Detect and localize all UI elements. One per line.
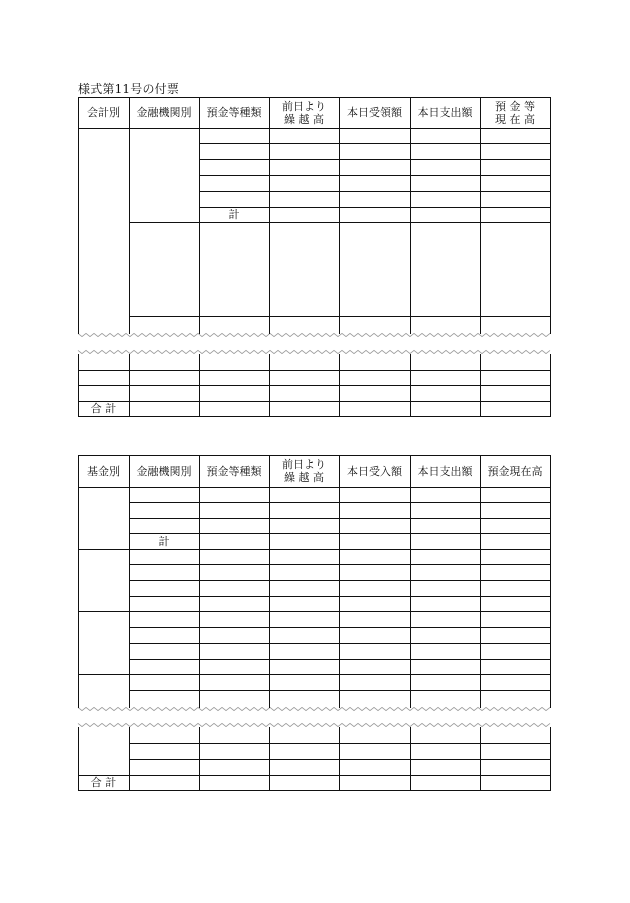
t2-col-line	[480, 455, 481, 708]
t1-header-balance-line2: 現 在 高	[495, 112, 535, 126]
t2-grand-total-label: 合 計	[90, 776, 117, 789]
t2-row-line	[129, 518, 551, 519]
t1-header-deposit-type: 預金等種類	[206, 106, 262, 119]
t1-header-carried-line2: 繰 越 高	[284, 112, 324, 126]
t1-row-line	[78, 385, 551, 386]
t1-col-line	[269, 97, 270, 334]
t1-header-carried-line1: 前日より	[282, 99, 326, 113]
t2-subtotal-label: 計	[158, 534, 170, 548]
t1-col-line	[199, 97, 200, 334]
t1-group-line	[129, 222, 551, 223]
t2-header-received: 本日受入額	[347, 464, 402, 478]
t1-subtotal-label: 計	[228, 208, 240, 221]
t2-header-carried-line1: 前日より	[282, 458, 326, 471]
t1-row-line	[78, 401, 551, 402]
t2-header-paid: 本日支出額	[417, 464, 473, 478]
t2-col-line	[78, 455, 79, 708]
t2-row-line	[129, 627, 551, 628]
t1-row-line	[199, 175, 551, 176]
t1-row-line	[78, 370, 551, 371]
t1-row-line	[199, 191, 551, 192]
t2-col-line	[129, 455, 130, 708]
t2-header-institution: 金融機関別	[136, 464, 192, 478]
form-caption: 様式第11号の付票	[78, 82, 180, 96]
t2-col-line	[339, 455, 340, 708]
t1-col-line	[410, 97, 411, 334]
t1-header-institution: 金融機関別	[136, 106, 192, 119]
t2-header-deposit-type: 預金等種類	[206, 464, 262, 478]
t2-row-line	[129, 659, 551, 660]
t2-header-balance: 預金現在高	[487, 464, 543, 478]
t2-row-line	[129, 743, 551, 744]
t2-row-line	[129, 759, 551, 760]
t1-col-line	[339, 97, 340, 334]
t1-row-line	[199, 143, 551, 144]
t1-border-right	[550, 97, 551, 334]
t1-row-line	[199, 159, 551, 160]
t2-col-line	[199, 455, 200, 708]
t1-grand-total-label: 合 計	[90, 402, 117, 415]
t1-border-bottom	[78, 416, 551, 417]
t1-col-line	[480, 97, 481, 334]
t1-header-account: 会計別	[87, 106, 120, 119]
t2-row-line	[129, 643, 551, 644]
t2-border-bottom	[78, 790, 551, 791]
t2-col-line	[78, 727, 79, 791]
t1-header-received: 本日受領額	[347, 106, 402, 119]
t1-row-line	[199, 207, 551, 208]
t1-col-line	[129, 97, 130, 334]
t2-col-line	[410, 455, 411, 708]
t2-col-line	[550, 455, 551, 708]
t2-row-line	[129, 564, 551, 565]
t1-border-left	[78, 97, 79, 334]
t1-header-balance-line1: 預 金 等	[495, 99, 535, 113]
t2-row-line	[129, 596, 551, 597]
t2-col-line	[269, 455, 270, 708]
t2-row-line	[129, 690, 551, 691]
t1-row-line	[129, 316, 551, 317]
t2-total-line	[78, 775, 551, 776]
t2-row-line	[129, 533, 551, 534]
t2-row-line	[129, 580, 551, 581]
t2-header-carried-line2: 繰 越 高	[284, 471, 324, 484]
t2-header-fund: 基金別	[87, 464, 120, 478]
t1-header-paid: 本日支出額	[417, 106, 473, 119]
t2-row-line	[129, 502, 551, 503]
